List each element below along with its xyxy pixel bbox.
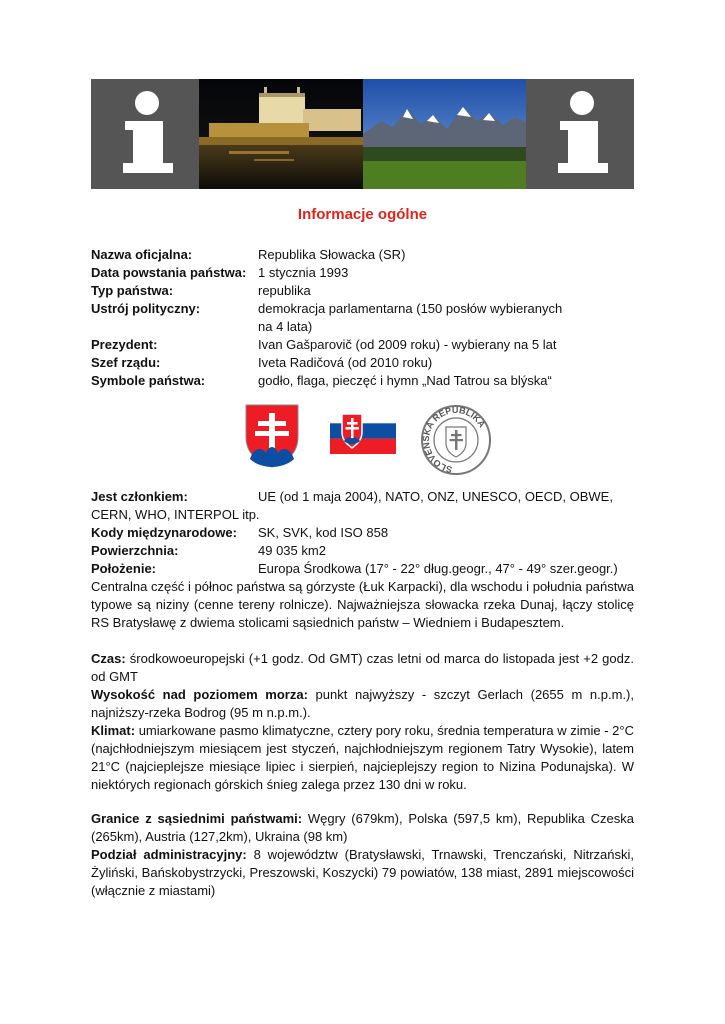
fact-label: Symbole państwa: xyxy=(91,373,206,388)
elevation-label: Wysokość nad poziomem morza: xyxy=(91,687,308,702)
info-icon xyxy=(526,79,634,189)
fact-label: Prezydent: xyxy=(91,337,158,352)
time-label: Czas: xyxy=(91,651,126,666)
header-banner xyxy=(91,79,634,189)
fact-value: republika xyxy=(258,283,311,298)
page-title: Informacje ogólne xyxy=(297,206,428,223)
fact-value-continued: na 4 lata) xyxy=(258,319,313,334)
fact-value: Iveta Radičová (od 2010 roku) xyxy=(258,355,433,370)
member-value: UE (od 1 maja 2004), NATO, ONZ, UNESCO, OECD, OBWE, xyxy=(258,489,613,504)
borders-label: Granice z sąsiednimi państwami: xyxy=(91,811,303,826)
location-description: Centralna część i północ państwa są górzyste (Łuk Karpacki), dla wschodu i południa państwa typowe są niziny (cenne tereny rolnicze). Najważniejsza słowacka rzeka Dunaj, łączy stolicę RS Bratysławę z dwiema stolicami sąsiednich państw – Wiedniem i Budapesztem. xyxy=(91,579,634,630)
time-paragraph xyxy=(91,650,634,686)
state-seal-icon xyxy=(418,403,494,475)
elevation-paragraph xyxy=(91,686,634,722)
member-label: Jest członkiem: xyxy=(91,489,188,504)
tatra-mountains-photo xyxy=(363,79,527,189)
codes-value: SK, SVK, kod ISO 858 xyxy=(258,525,389,540)
fact-label: Szef rządu: xyxy=(91,355,161,370)
fact-label: Nazwa oficjalna: xyxy=(91,247,193,262)
seal-text: SLOVENSKÁ REPUBLIKA xyxy=(420,404,488,475)
fact-value: 1 stycznia 1993 xyxy=(258,265,349,280)
climate-text: umiarkowane pasmo klimatyczne, cztery pory roku, średnia temperatura w zimie - 2°C (najchłodniejszym miesiącem jest styczeń, najchłodniejszym regionem Tatry Wysokie), latem 21°C (najcieplejsze miesiące lipiec i sierpień, najcieplejszy region to Nizina Podunajska). W niektórych regionach górskich śnieg zalega przez 130 dni w roku. xyxy=(91,723,634,792)
admin-text: 8 województw (Bratysławski, Trnawski, Trenczański, Nitrzański, Żyliński, Bańskobystrzycki, Preszowski, Koszycki) 79 powiatów, 138 miast, 2891 miejscowości (włącznie z miastami) xyxy=(91,847,634,898)
admin-label: Podział administracyjny: xyxy=(91,847,247,862)
bratislava-castle-photo xyxy=(199,79,363,189)
fact-label: Typ państwa: xyxy=(91,283,174,298)
national-flag-icon xyxy=(330,408,396,454)
fact-value: demokracja parlamentarna (150 posłów wybieranych xyxy=(258,301,563,316)
climate-label: Klimat: xyxy=(91,723,136,738)
fact-label: Data powstania państwa: xyxy=(91,265,247,280)
fact-value: Republika Słowacka (SR) xyxy=(258,247,406,262)
fact-value: godło, flaga, pieczęć i hymn „Nad Tatrou sa blýska“ xyxy=(258,373,552,388)
location-label: Położenie: xyxy=(91,561,157,576)
area-value: 49 035 km2 xyxy=(258,543,326,558)
fact-value: Ivan Gašparovič (od 2009 roku) - wybierany na 5 lat xyxy=(258,337,557,352)
area-label: Powierzchnia: xyxy=(91,543,179,558)
member-value-continued: CERN, WHO, INTERPOL itp. xyxy=(91,507,260,522)
borders-paragraph xyxy=(91,810,634,846)
coat-of-arms-icon xyxy=(244,403,300,469)
climate-paragraph xyxy=(91,722,634,794)
elevation-text: punkt najwyższy - szczyt Gerlach (2655 m n.p.m.), najniższy-rzeka Bodrog (95 m n.p.m.). xyxy=(91,687,634,720)
admin-paragraph xyxy=(91,846,634,900)
fact-label: Ustrój polityczny: xyxy=(91,301,201,316)
info-icon xyxy=(91,79,199,189)
location-value: Europa Środkowa (17° - 22° dług.geogr., 47° - 49° szer.geogr.) xyxy=(258,561,618,576)
borders-text: Węgry (679km), Polska (597,5 km), Republika Czeska (265km), Austria (127,2km), Ukraina (98 km) xyxy=(91,811,634,844)
codes-label: Kody międzynarodowe: xyxy=(91,525,237,540)
time-text: środkowoeuropejski (+1 godz. Od GMT) czas letni od marca do listopada jest +2 godz. od GMT xyxy=(91,651,634,684)
